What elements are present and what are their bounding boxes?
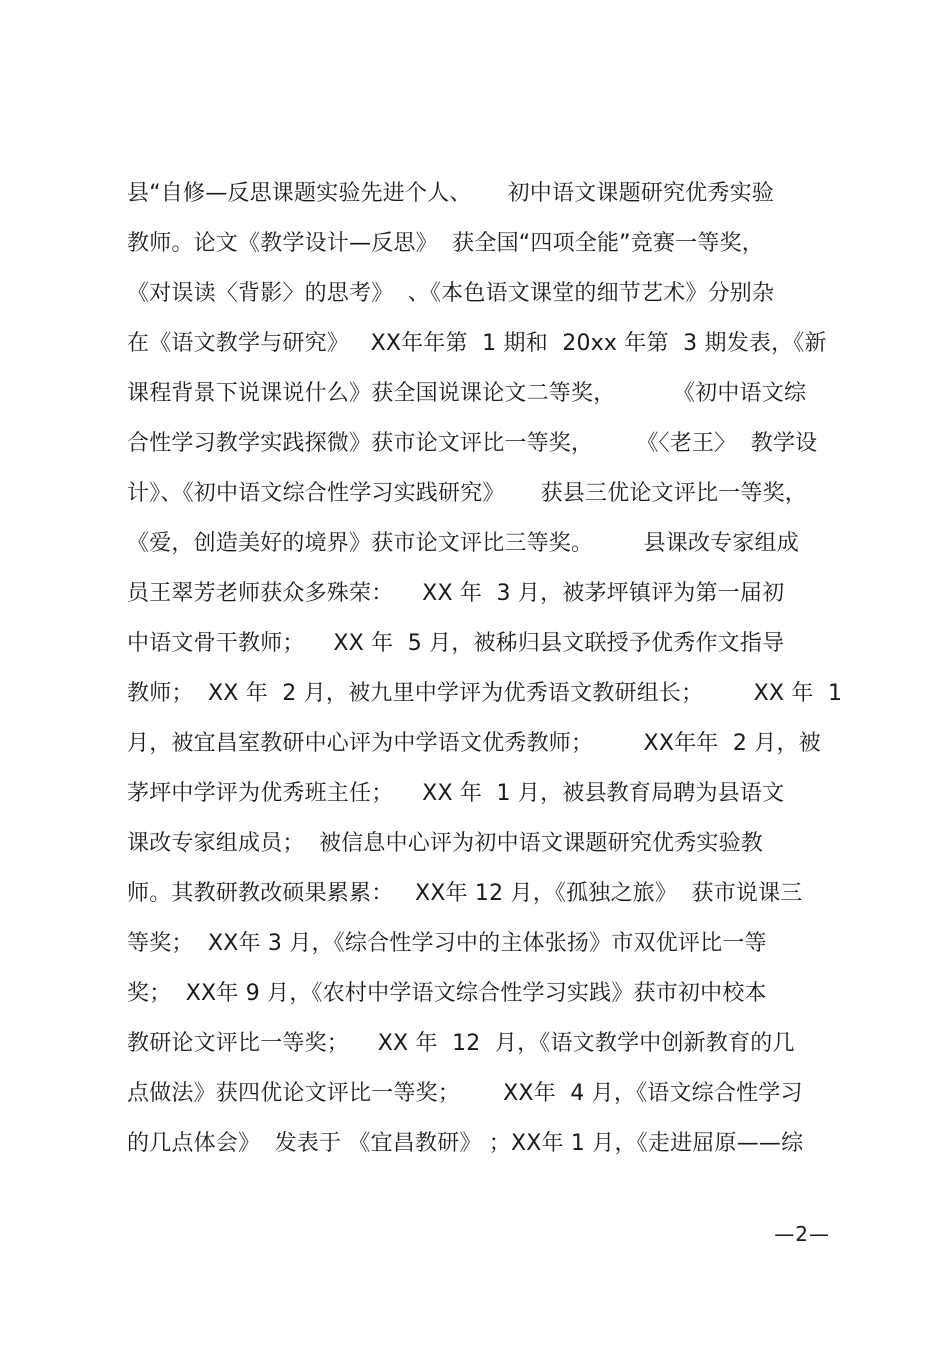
- text-line: 教师； XX 年 2 月，被九里中学评为优秀语文教研组长； XX 年 1: [127, 681, 843, 706]
- text-line: 奖； XX年 9 月，《农村中学语文综合性学习实践》获市初中校本: [127, 981, 767, 1006]
- text-line: 课改专家组成员； 被信息中心评为初中语文课题研究优秀实验教: [127, 831, 763, 856]
- text-line: 茅坪中学评为优秀班主任； XX 年 1 月，被县教育局聘为县语文: [127, 781, 785, 806]
- body-text: [127, 175, 843, 1175]
- text-line: 课程背景下说课说什么》获全国说课论文二等奖， 《初中语文综: [127, 381, 807, 406]
- text-line: 合性学习教学实践探微》获市论文评比一等奖， 《〈老王〉 教学设: [127, 431, 818, 456]
- text-line: 点做法》获四优论文评比一等奖； XX年 4 月，《语文综合性学习: [127, 1081, 803, 1106]
- text-line: 等奖； XX年 3 月，《综合性学习中的主体张扬》市双优评比一等: [127, 931, 767, 956]
- text-line: 师。其教研教改硕果累累： XX年 12 月，《孤独之旅》 获市说课三: [127, 881, 803, 906]
- text-line: 员王翠芳老师获众多殊荣： XX 年 3 月，被茅坪镇评为第一届初: [127, 581, 785, 606]
- text-line: 计》、《初中语文综合性学习实践研究》 获县三优论文评比一等奖，: [127, 481, 807, 506]
- text-line: 教师。论文《教学设计—反思》 获全国“四项全能”竞赛一等奖，: [127, 231, 764, 256]
- text-line: 在《语文教学与研究》 XX年年第 1 期和 20xx 年第 3 期发表，《新: [127, 331, 827, 356]
- text-line: 《爱，创造美好的境界》获市论文评比三等奖。 县课改专家组成: [127, 531, 799, 556]
- text-line: 的几点体会》 发表于 《宜昌教研》 ；XX年 1 月，《走进屈原——综: [127, 1131, 804, 1156]
- text-line: 《对误读〈背影〉的思考》 、《本色语文课堂的细节艺术》分别杂: [127, 281, 775, 306]
- text-line: 月，被宜昌室教研中心评为中学语文优秀教师； XX年年 2 月，被: [127, 731, 821, 756]
- text-line: 中语文骨干教师； XX 年 5 月，被秭归县文联授予优秀作文指导: [127, 631, 785, 656]
- page-number: —2—: [774, 1222, 830, 1246]
- text-line: 县“自修—反思课题实验先进个人、 初中语文课题研究优秀实验: [127, 181, 774, 206]
- text-line: 教研论文评比一等奖； XX 年 12 月，《语文教学中创新教育的几: [127, 1031, 795, 1056]
